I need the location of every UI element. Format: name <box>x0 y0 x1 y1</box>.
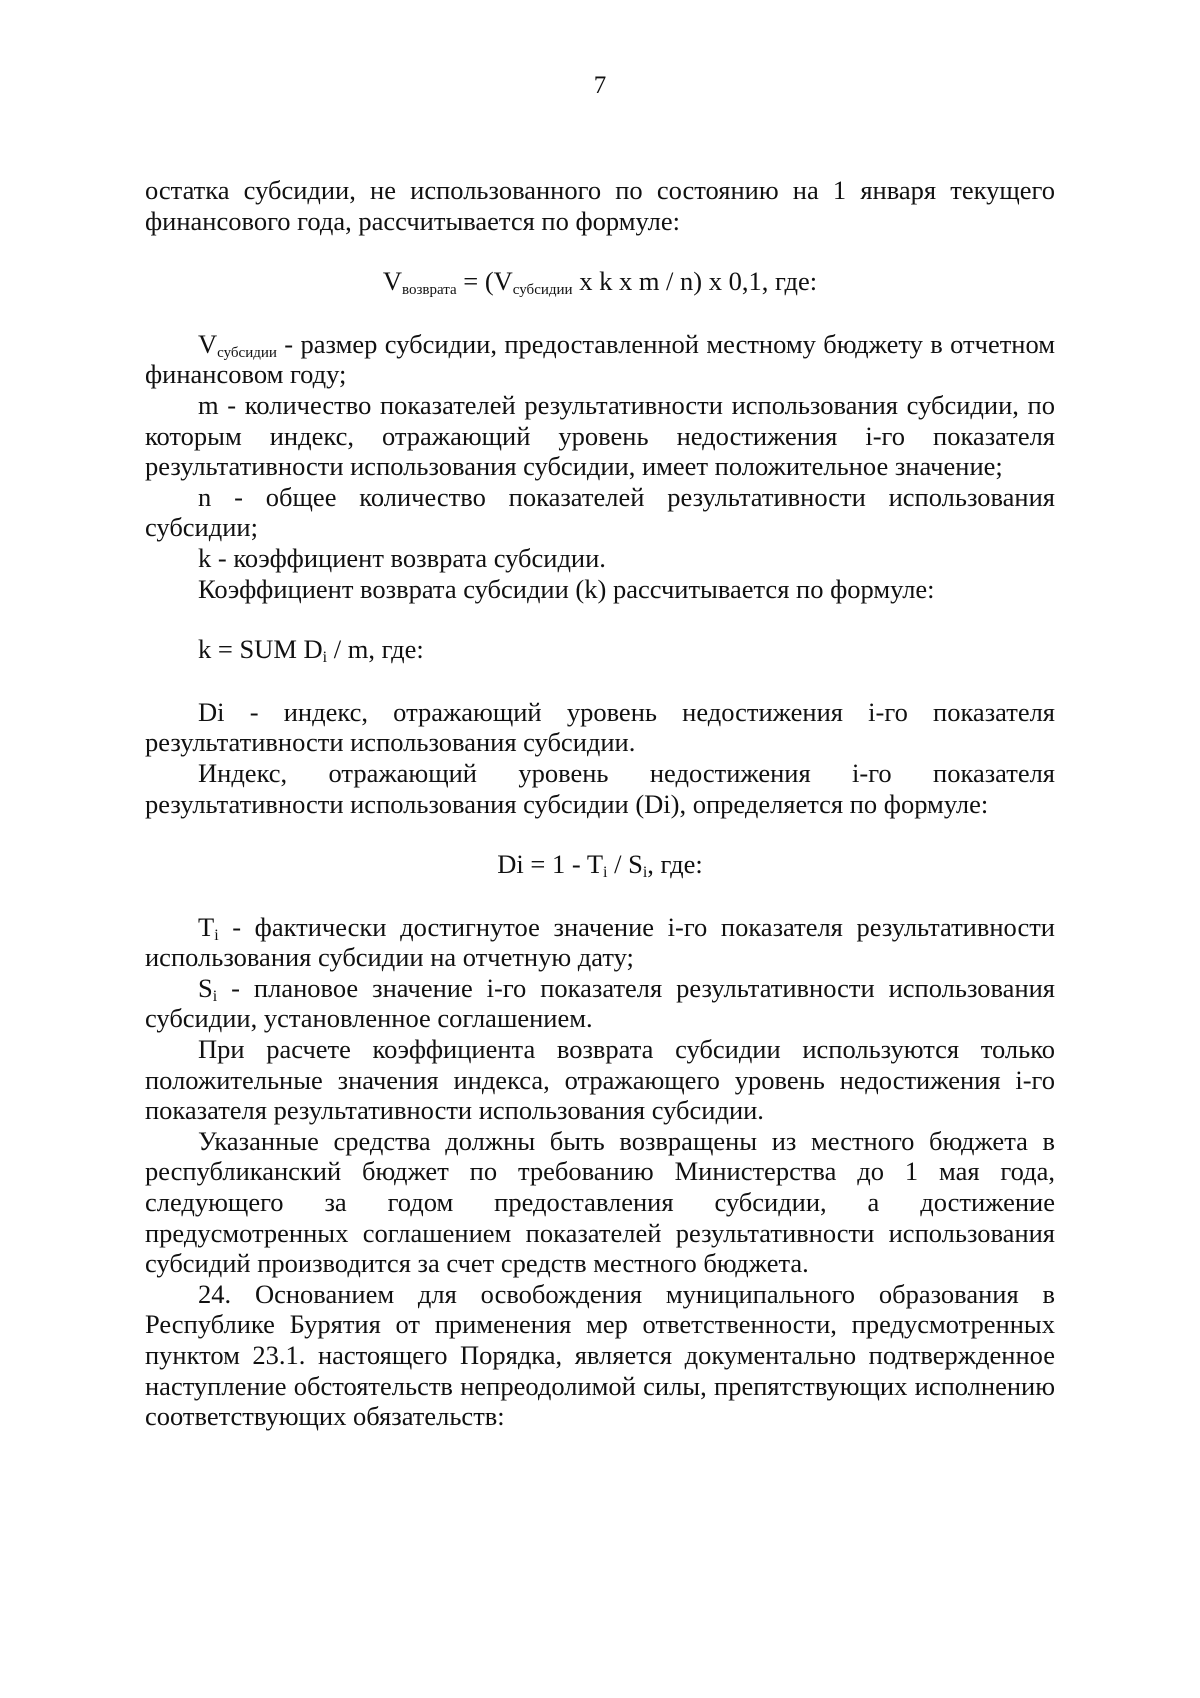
formula-return-volume <box>145 266 1055 297</box>
definition-n: n - общее количество показателей результативности использования субсидии; <box>145 481 1055 543</box>
def-text: - плановое значение i-го показателя результативности использования субсидии, установленное соглашением. <box>145 972 1055 1034</box>
def-sub: субсидии <box>217 344 277 361</box>
formula-part: / S <box>607 849 643 880</box>
formula-part: , где: <box>647 849 703 880</box>
definition-di: Di - индекс, отражающий уровень недостижения i-го показателя результативности использования субсидии. <box>145 696 1055 758</box>
paragraph-di-intro: Индекс, отражающий уровень недостижения i-го показателя результативности использования субсидии (Di), определяется по формуле: <box>145 757 1055 819</box>
formula-part: / m, где: <box>327 634 424 665</box>
formula-rest: x k x m / n) x 0,1, где: <box>572 266 818 297</box>
paragraph-intro: остатка субсидии, не использованного по состоянию на 1 января текущего финансового года, рассчитывается по формуле: <box>145 175 1055 236</box>
paragraph-return: Указанные средства должны быть возвращены из местного бюджета в республиканский бюджет по требованию Министерства до 1 мая года, следующего за годом предоставления субсидии, а достижение предусмотренных соглашением показателей результативности использования субсидий производится за счет средств местного бюджета. <box>145 1125 1055 1279</box>
formula-part: k = SUM D <box>198 634 323 665</box>
formula-di <box>145 849 1055 880</box>
formula-sub-i: i <box>322 649 328 667</box>
def-sub: i <box>212 987 218 1005</box>
formula-sub-return: возврата <box>401 282 457 299</box>
def-var: T <box>198 911 215 942</box>
def-var: S <box>198 972 213 1003</box>
definition-si <box>145 973 1055 1034</box>
def-var: V <box>198 328 218 359</box>
definition-v-subsidy <box>145 329 1055 390</box>
formula-sub-i: i <box>603 864 608 882</box>
paragraph-k-intro: Коэффициент возврата субсидии (k) рассчитывается по формуле: <box>198 573 935 604</box>
formula-k <box>145 634 1055 665</box>
formula-sub-subsidy: субсидии <box>512 282 573 299</box>
definition-m: m - количество показателей результативности использования субсидии, по которым индекс, отражающий уровень недостижения i-го показателя результативности использования субсидии, имеет положительное значение; <box>145 389 1055 482</box>
definition-ti <box>145 912 1055 973</box>
paragraph-24: 24. Основанием для освобождения муниципального образования в Республике Бурятия от применения мер ответственности, предусмотренных пунктом 23.1. настоящего Порядка, является документально подтвержденное наступление обстоятельств непреодолимой силы, препятствующих исполнению соответствующих обязательств: <box>145 1278 1055 1432</box>
formula-sub-i: i <box>642 864 648 882</box>
def-text: - размер субсидии, предоставленной местному бюджету в отчетном финансовом году; <box>145 328 1055 390</box>
definition-k: k - коэффициент возврата субсидии. <box>198 542 606 573</box>
def-text: - фактически достигнутое значение i-го показателя результативности использования субсидии на отчетную дату; <box>145 911 1055 973</box>
formula-part: Di = 1 - T <box>497 849 604 880</box>
paragraph-calculation: При расчете коэффициента возврата субсидии используются только положительные значения индекса, отражающего уровень недостижения i-го показателя результативности использования субсидии. <box>145 1034 1055 1126</box>
def-sub: i <box>214 926 219 944</box>
formula-part: = (V <box>456 266 513 297</box>
document-body <box>145 175 1055 1432</box>
page-number: 7 <box>593 72 607 99</box>
formula-var-v: V <box>382 266 402 297</box>
